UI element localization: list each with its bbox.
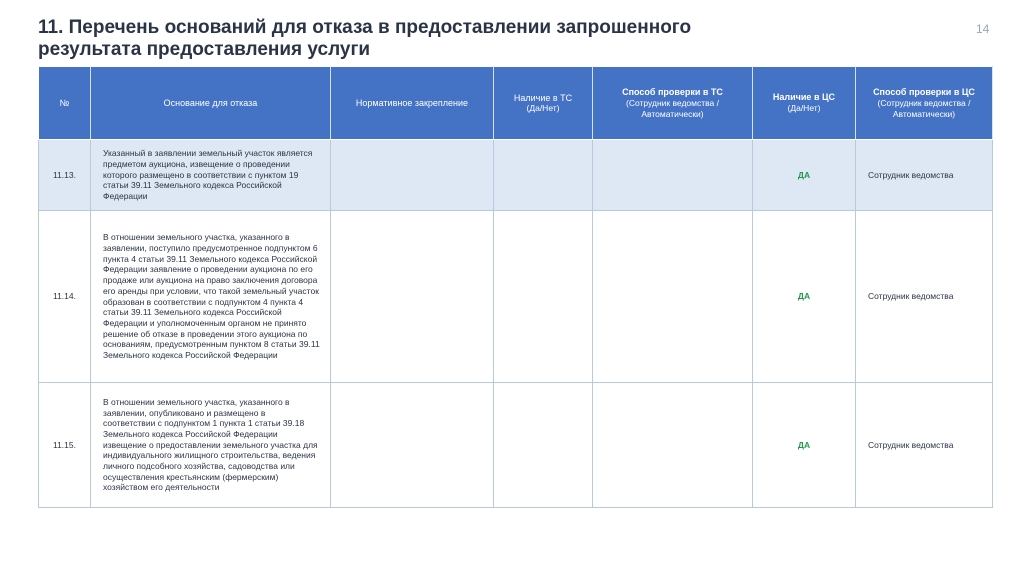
refusal-grounds-table [38,66,993,508]
table-row [39,140,993,211]
row-cs-method: Сотрудник ведомства [856,140,993,211]
row-normative [331,383,494,508]
row-number: 11.13. [39,140,91,211]
row-cs-presence: ДА [753,211,856,383]
row-number: 11.15. [39,383,91,508]
header-cs-method-title: Способ проверки в ЦС [873,87,975,97]
slide-title-line-1: 11. Перечень оснований для отказа в предоставлении запрошенного [38,17,692,38]
table-row [39,383,993,508]
row-ts-method [593,211,753,383]
header-num: № [39,67,91,140]
row-reason: Указанный в заявлении земельный участок является предметом аукциона, извещение о проведении которого размещено в соответствии с пунктом 19 статьи 39.11 Земельного кодекса Российской Федерации [91,140,331,211]
page-number: 14 [976,22,990,36]
row-ts-presence [494,211,593,383]
slide-title-line-2: результата предоставления услуги [38,39,371,60]
header-ts-presence [494,67,593,140]
header-ts-method-sub: (Сотрудник ведомства / Автоматически) [626,98,719,119]
row-reason: В отношении земельного участка, указанного в заявлении, опубликовано и размещено в соответствии с подпунктом 1 пункта 1 статьи 39.18 Земельного кодекса Российской Федерации извещение о предоставлении земельного участка для индивидуального жилищного строительства, ведения личного подсобного хозяйства, садоводства или осуществления крестьянским (фермерским) хозяйством его деятельности [91,383,331,508]
header-cs-presence-title: Наличие в ЦС [772,92,836,103]
row-normative [331,140,494,211]
header-ts-method-title: Способ проверки в ТС [622,87,723,97]
header-ts-presence-title: Наличие в ТС [513,92,573,103]
header-cs-method-sub: (Сотрудник ведомства / Автоматически) [877,98,971,119]
header-ts-method [593,67,753,140]
slide-title [38,17,918,61]
table-row [39,211,993,383]
header-reason: Основание для отказа [91,67,331,140]
row-number: 11.14. [39,211,91,383]
row-cs-method: Сотрудник ведомства [856,383,993,508]
row-normative [331,211,494,383]
header-cs-presence [753,67,856,140]
row-cs-method: Сотрудник ведомства [856,211,993,383]
row-reason: В отношении земельного участка, указанного в заявлении, поступило предусмотренное подпунктом 6 пункта 4 статьи 39.11 Земельного кодекса Российской Федерации заявление о проведении аукциона по его продаже или аукциона на право заключения договора его аренды при условии, что такой земельный участок образован в соответствии с подпунктом 4 пункта 4 статьи 39.11 Земельного кодекса Российской Федерации и уполномоченным органом не принято решение об отказе в проведении этого аукциона по основаниям, предусмотренным пунктом 8 статьи 39.11 Земельного кодекса Российской Федерации [91,211,331,383]
header-cs-presence-sub: (Да/Нет) [787,103,821,114]
row-cs-presence: ДА [753,140,856,211]
header-cs-method [856,67,993,140]
table-header-row [39,67,993,140]
header-ts-presence-sub: (Да/Нет) [526,103,560,113]
header-normative: Нормативное закрепление [331,67,494,140]
row-cs-presence: ДА [753,383,856,508]
row-ts-method [593,140,753,211]
row-ts-presence [494,383,593,508]
row-ts-presence [494,140,593,211]
row-ts-method [593,383,753,508]
